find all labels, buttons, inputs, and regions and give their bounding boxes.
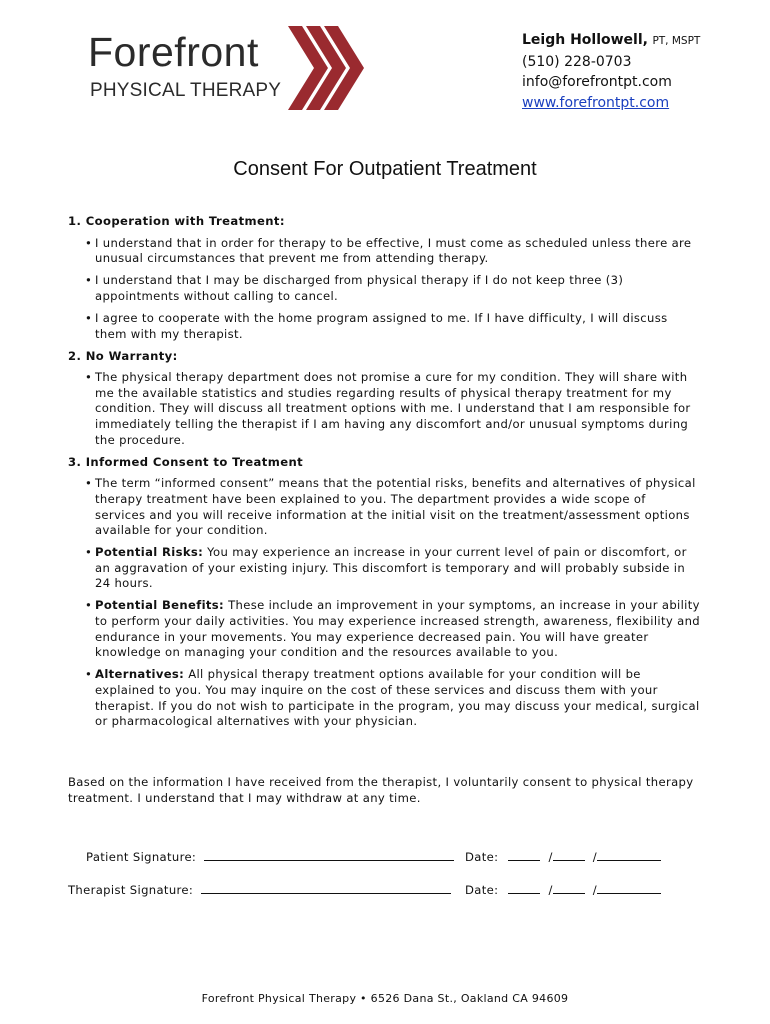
contact-email: info@forefrontpt.com <box>522 74 672 90</box>
consent-sections <box>68 214 700 736</box>
contact-phone: (510) 228-0703 <box>522 53 632 70</box>
list-item <box>85 273 700 304</box>
therapist-signature-field[interactable] <box>201 882 451 894</box>
contact-name: Leigh Hollowell, <box>522 32 648 48</box>
patient-date-label: Date: <box>465 850 499 864</box>
company-logo <box>88 30 368 110</box>
item-text: I understand that I may be discharged from physical therapy if I do not keep three (3) appointments without calling to cancel. <box>95 273 624 303</box>
section-3 <box>68 455 700 730</box>
item-label: Potential Risks: <box>95 545 204 560</box>
patient-signature-row <box>86 849 454 864</box>
date-separator: / <box>592 850 598 864</box>
therapist-signature-row <box>68 882 451 897</box>
document-title: Consent For Outpatient Treatment <box>233 158 537 180</box>
list-item <box>85 476 700 538</box>
therapist-date-year-field[interactable] <box>597 882 661 894</box>
list-item <box>85 370 700 448</box>
item-text: These include an improvement in your symptoms, an increase in your ability to perform your daily activities. You may experience increased strength, awareness, flexibility and endurance in your movements. You may experience decreased pain. You will have greater knowledge on managing your condition and the resources available to you. <box>95 598 700 660</box>
date-separator: / <box>548 850 553 864</box>
section-list <box>68 236 700 343</box>
therapist-date-month-field[interactable] <box>508 882 540 894</box>
section-list <box>68 370 700 448</box>
item-text: You may experience an increase in your current level of pain or discomfort, or an aggravation of your existing injury. This discomfort is temporary and will probably subside in 24 hours. <box>95 545 687 591</box>
item-text: I agree to cooperate with the home program assigned to me. If I have difficulty, I will discuss them with my therapist. <box>95 310 668 341</box>
contact-block <box>522 30 700 113</box>
patient-date-row <box>465 849 661 864</box>
item-label: Alternatives: <box>95 667 185 682</box>
logo-name: Forefront <box>88 29 259 75</box>
consent-statement: Based on the information I have received from the therapist, I voluntarily consent to physical therapy treatment. I understand that I may withdraw at any time. <box>68 775 694 805</box>
item-text: All physical therapy treatment options available for your condition will be explained to you. You may inquire on the cost of these services and discuss them with your therapist. If you do not wish to participate in the program, you may discuss your medical, surgical or pharmacological alternatives with your physician. <box>95 667 700 729</box>
item-text: I understand that in order for therapy to be effective, I must come as scheduled unless there are unusual circumstances that prevent me from attending therapy. <box>95 235 692 266</box>
contact-website-link[interactable]: www.forefrontpt.com <box>522 94 670 111</box>
list-item <box>85 598 700 660</box>
section-list <box>68 476 700 729</box>
list-item <box>85 667 700 729</box>
list-item <box>85 311 700 342</box>
therapist-signature-label: Therapist Signature: <box>68 883 194 897</box>
patient-date-day-field[interactable] <box>553 849 585 861</box>
contact-credentials: PT, MSPT <box>652 35 701 47</box>
chevrons-logo-icon <box>288 24 368 112</box>
logo-subtitle: PHYSICAL THERAPY <box>90 80 282 101</box>
list-item <box>85 545 700 592</box>
patient-signature-label: Patient Signature: <box>86 850 197 864</box>
item-text: The physical therapy department does not promise a cure for my condition. They will share with me the available statistics and studies regarding results of physical therapy treatment for my condition. They will discuss all treatment options with me. I understand that I am responsible for immediately telling the therapist if I am having any discomfort and/or unusual symptoms during the procedure. <box>95 370 691 447</box>
section-1 <box>68 214 700 342</box>
section-heading: 3. Informed Consent to Treatment <box>68 454 304 469</box>
item-text: The term “informed consent” means that the potential risks, benefits and alternatives of physical therapy treatment have been explained to you. The department provides a wide scope of services and you will receive information at the initial visit on the treatment/assessment options available for your condition. <box>95 476 696 538</box>
contact-name-line <box>522 30 700 52</box>
therapist-date-day-field[interactable] <box>553 882 585 894</box>
patient-date-month-field[interactable] <box>508 849 540 861</box>
therapist-date-label: Date: <box>465 883 499 897</box>
therapist-date-row <box>465 882 661 897</box>
section-heading: 1. Cooperation with Treatment: <box>68 214 285 228</box>
date-separator: / <box>592 883 598 897</box>
section-2 <box>68 349 700 449</box>
patient-date-year-field[interactable] <box>597 849 661 861</box>
section-heading: 2. No Warranty: <box>68 348 178 363</box>
patient-signature-field[interactable] <box>204 849 454 861</box>
date-separator: / <box>548 883 553 897</box>
page-footer: Forefront Physical Therapy • 6526 Dana St., Oakland CA 94609 <box>201 992 569 1005</box>
item-label: Potential Benefits: <box>95 598 225 613</box>
list-item <box>85 236 700 267</box>
